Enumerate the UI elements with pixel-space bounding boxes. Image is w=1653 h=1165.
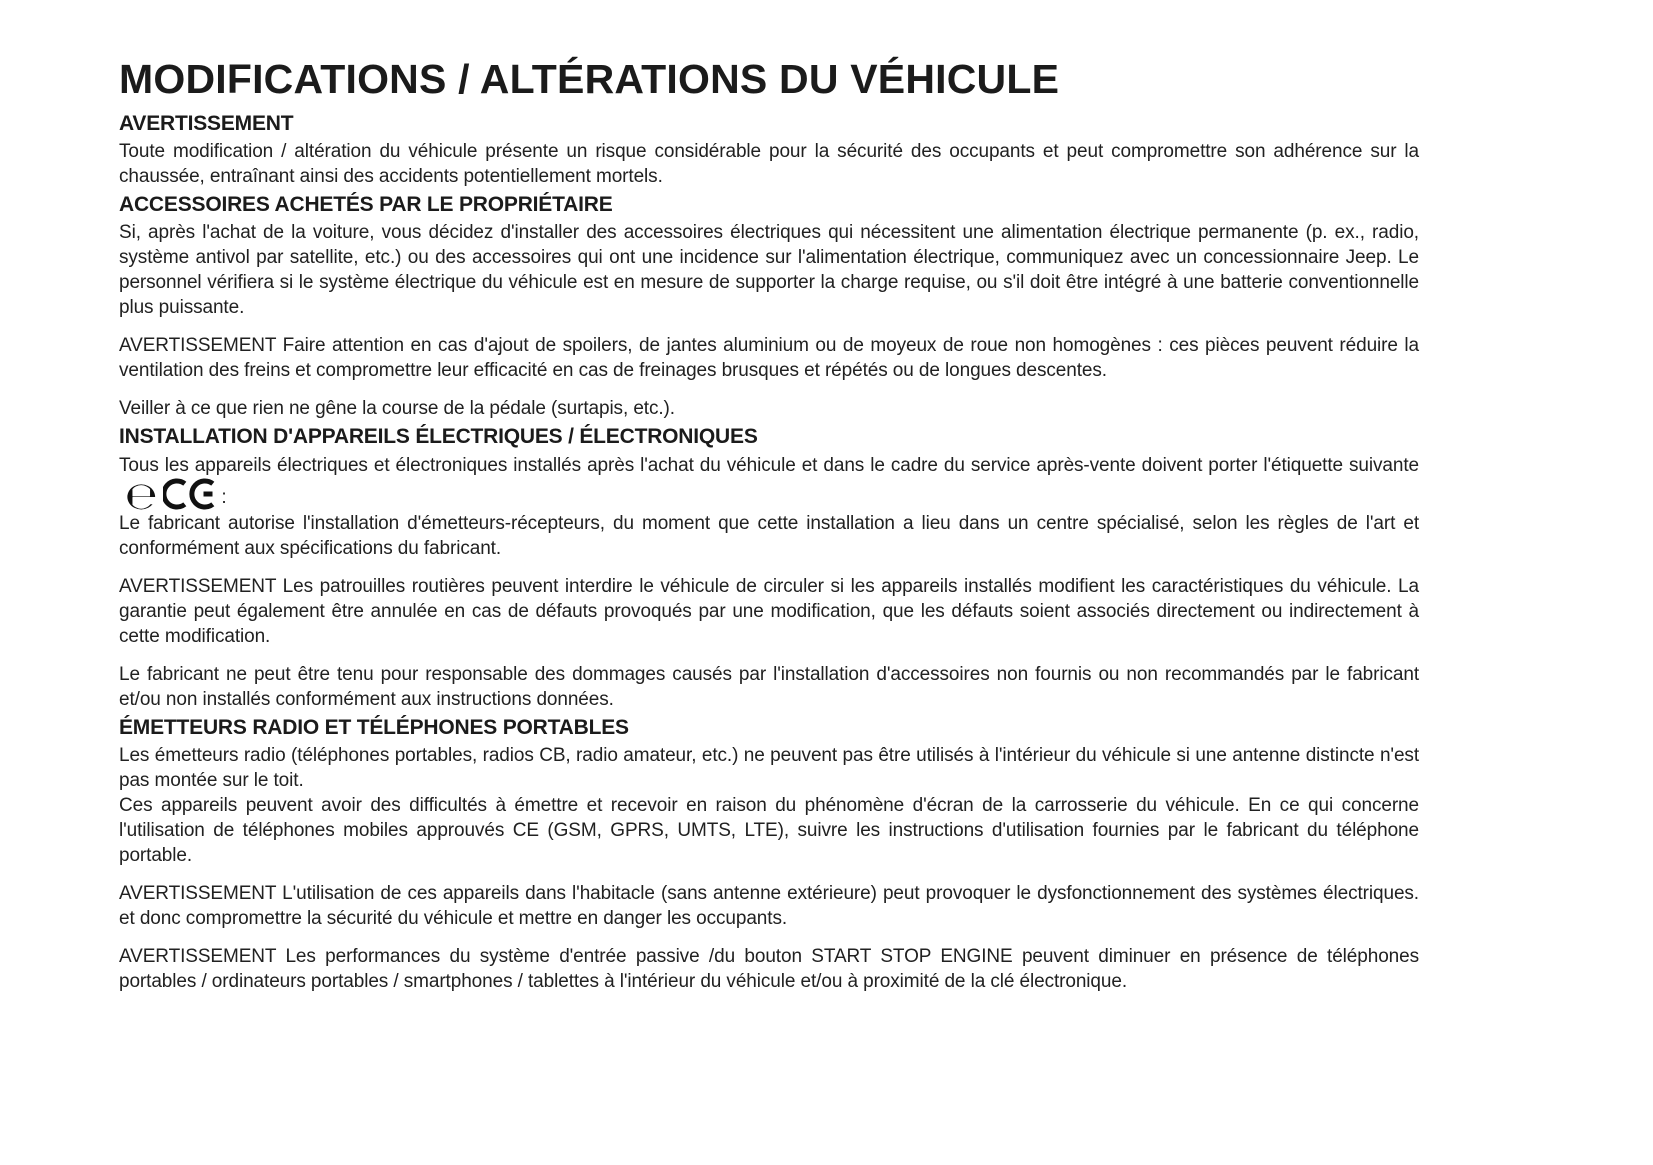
paragraph: Veiller à ce que rien ne gêne la course de la pédale (surtapis, etc.).: [119, 398, 675, 420]
label-suffix: :: [221, 486, 227, 508]
ce-mark-icon: [163, 478, 215, 510]
paragraph-warning: AVERTISSEMENT Les patrouilles routières peuvent interdire le véhicule de circuler si les appareils installés modifient les caractéristiques du véhicule. La garantie peut également être annulée en cas de défauts provoqués par une modification, que les défauts soient associés directement ou indirectement à cette modification.: [119, 575, 1419, 647]
paragraph-warning: AVERTISSEMENT Les performances du système d'entrée passive /du bouton START STOP ENGINE peuvent diminuer en présence de téléphones portables / ordinateurs portables / smartphones / tablettes à l'intérieur du véhicule et/ou à proximité de la clé électronique.: [119, 945, 1419, 992]
paragraph-with-marks: [119, 453, 1419, 518]
paragraph: Si, après l'achat de la voiture, vous décidez d'installer des accessoires électriques qui nécessitent une alimentation électrique permanente (p. ex., radio, système antivol par satellite, etc.) ou des accessoires qui ont une incidence sur l'alimentation électrique, communiquez avec un concessionnaire Jeep. Le personnel vérifiera si le système électrique du véhicule est en mesure de supporter la charge requise, ou s'il doit être intégré à une batterie conventionnelle plus puissante.: [119, 222, 1419, 319]
paragraph: Toute modification / altération du véhicule présente un risque considérable pour la sécurité des occupants et peut compromettre son adhérence sur la chaussée, entraînant ainsi des accidents potentiellement mortels.: [119, 141, 1419, 188]
section-heading-installation: INSTALLATION D'APPAREILS ÉLECTRIQUES / ÉLECTRONIQUES: [119, 425, 758, 449]
section-heading-avertissement: AVERTISSEMENT: [119, 112, 294, 136]
e-approval-mark-icon: ℮: [125, 473, 158, 518]
paragraph: Ces appareils peuvent avoir des difficultés à émettre et recevoir en raison du phénomène d'écran de la carrosserie du véhicule. En ce qui concerne l'utilisation de téléphones mobiles approuvés CE (GSM, GPRS, UMTS, LTE), suivre les instructions d'utilisation fournies par le fabricant du téléphone portable.: [119, 794, 1419, 866]
page-title: MODIFICATIONS / ALTÉRATIONS DU VÉHICULE: [119, 56, 1060, 102]
paragraph-warning: AVERTISSEMENT Faire attention en cas d'ajout de spoilers, de jantes aluminium ou de moyeux de roue non homogènes : ces pièces peuvent réduire la ventilation des freins et compromettre leur efficacité en cas de freinages brusques et répétés ou de longues descentes.: [119, 335, 1419, 382]
section-heading-emetteurs: ÉMETTEURS RADIO ET TÉLÉPHONES PORTABLES: [119, 715, 629, 739]
paragraph: Le fabricant autorise l'installation d'émetteurs-récepteurs, du moment que cette installation a lieu dans un centre spécialisé, selon les règles de l'art et conformément aux spécifications du fabricant.: [119, 512, 1419, 559]
label-intro: Tous les appareils électriques et électroniques installés après l'achat du véhicule et dans le cadre du service après-vente doivent porter l'étiquette suivante: [119, 454, 1419, 476]
paragraph: Les émetteurs radio (téléphones portables, radios CB, radio amateur, etc.) ne peuvent pas être utilisés à l'intérieur du véhicule si une antenne distincte n'est pas montée sur le toit.: [119, 744, 1419, 791]
section-heading-accessoires: ACCESSOIRES ACHETÉS PAR LE PROPRIÉTAIRE: [119, 193, 613, 217]
paragraph: Le fabricant ne peut être tenu pour responsable des dommages causés par l'installation d'accessoires non fournis ou non recommandés par le fabricant et/ou non installés conformément aux instructions données.: [119, 663, 1419, 710]
paragraph-warning: AVERTISSEMENT L'utilisation de ces appareils dans l'habitacle (sans antenne extérieure) peut provoquer le dysfonctionnement des systèmes électriques. et donc compromettre la sécurité du véhicule et mettre en danger les occupants.: [119, 882, 1419, 929]
